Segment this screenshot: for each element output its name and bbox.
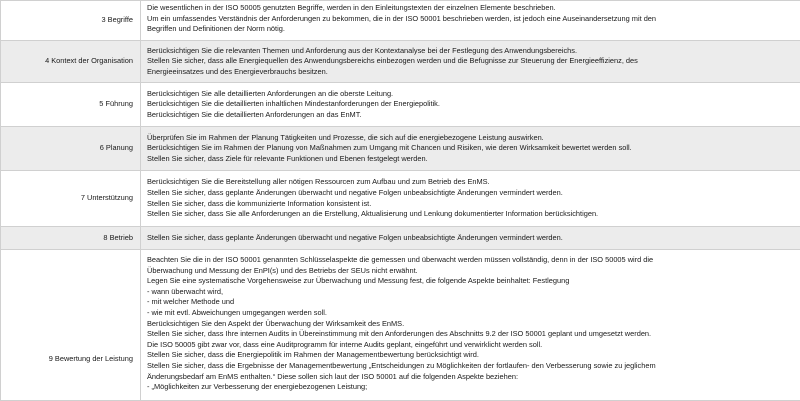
content-line: Um ein umfassendes Verständnis der Anforderungen zu bekommen, die in der ISO 50001 beschrieben werden, ist jedoch eine Auseinandersetzung mit den xyxy=(147,14,794,25)
content-line: Stellen Sie sicher, dass alle Energiequellen des Anwendungsbereichs einbezogen werden und die Befugnisse zur Steuerung der Energieeffizienz, des xyxy=(147,56,794,67)
content-line: Stellen Sie sicher, dass Ziele für relevante Funktionen und Ebenen festgelegt werden. xyxy=(147,154,794,165)
content-line: Änderungsbedarf am EnMS enthalten.“ Diese sollen sich laut der ISO 50001 auf die folgenden Aspekte beziehen: xyxy=(147,372,794,383)
row-content xyxy=(141,1,800,41)
content-line: - mit welcher Methode und xyxy=(147,297,794,308)
content-line: Stellen Sie sicher, dass die Ergebnisse der Managementbewertung „Entscheidungen zu Möglichkeiten der fortlaufen- den Verbesserung sowie zu jeglichem xyxy=(147,361,794,372)
content-line: Stellen Sie sicher, dass Ihre internen Audits in Übereinstimmung mit den Anforderungen des Abschnitts 9.2 der ISO 50001 geplant und umgesetzt werden. xyxy=(147,329,794,340)
row-content xyxy=(141,127,800,171)
table-row xyxy=(1,171,800,227)
row-label: 5 Führung xyxy=(1,83,141,127)
row-content xyxy=(141,83,800,127)
content-line: Berücksichtigen Sie die detaillierten inhaltlichen Mindestanforderungen der Energiepolitik. xyxy=(147,99,794,110)
content-line: Berücksichtigen Sie im Rahmen der Planung von Maßnahmen zum Umgang mit Chancen und Risiken, wie deren Wirksamkeit bewertet werden soll. xyxy=(147,143,794,154)
table-row xyxy=(1,41,800,83)
content-line: Berücksichtigen Sie die detaillierten Anforderungen an das EnMT. xyxy=(147,110,794,121)
content-line: Stellen Sie sicher, dass Sie alle Anforderungen an die Erstellung, Aktualisierung und Lenkung dokumentierter Information berücksichtigen. xyxy=(147,209,794,220)
content-line: Berücksichtigen Sie alle detaillierten Anforderungen an die oberste Leitung. xyxy=(147,89,794,100)
row-label: 8 Betrieb xyxy=(1,227,141,250)
content-line: Berücksichtigen Sie die Bereitstellung aller nötigen Ressourcen zum Aufbau und zum Betrieb des EnMS. xyxy=(147,177,794,188)
content-line: Beachten Sie die in der ISO 50001 genannten Schlüsselaspekte die gemessen und überwacht werden müssen vollständig, denn in der ISO 50005 wird die xyxy=(147,255,794,266)
row-label: 4 Kontext der Organisation xyxy=(1,41,141,83)
content-line: Berücksichtigen Sie den Aspekt der Überwachung der Wirksamkeit des EnMS. xyxy=(147,319,794,330)
row-label: 6 Planung xyxy=(1,127,141,171)
content-line: Stellen Sie sicher, dass geplante Änderungen überwacht und negative Folgen unbeabsichtigte Änderungen vermindert werden. xyxy=(147,233,794,244)
content-line: Überwachung und Messung der EnPI(s) und des Betriebs der SEUs nicht erwähnt. xyxy=(147,266,794,277)
content-line: - „Möglichkeiten zur Verbesserung der energiebezogenen Leistung; xyxy=(147,382,794,393)
row-label: 7 Unterstützung xyxy=(1,171,141,227)
content-line: Überprüfen Sie im Rahmen der Planung Tätigkeiten und Prozesse, die sich auf die energiebezogene Leistung auswirken. xyxy=(147,133,794,144)
row-content xyxy=(141,41,800,83)
content-line: - wie mit evtl. Abweichungen umgegangen werden soll. xyxy=(147,308,794,319)
content-line: Stellen Sie sicher, dass geplante Änderungen überwacht und negative Folgen unbeabsichtigte Änderungen vermindert werden. xyxy=(147,188,794,199)
table-row xyxy=(1,127,800,171)
row-content xyxy=(141,250,800,401)
row-label: 3 Begriffe xyxy=(1,1,141,41)
row-content xyxy=(141,171,800,227)
content-line: Die ISO 50005 gibt zwar vor, dass eine Auditprogramm für interne Audits geplant, eingeführt und verwirklicht werden soll. xyxy=(147,340,794,351)
content-line: Stellen Sie sicher, dass die kommunizierte Information konsistent ist. xyxy=(147,199,794,210)
content-line: Stellen Sie sicher, dass die Energiepolitik im Rahmen der Managementbewertung berücksichtigt wird. xyxy=(147,350,794,361)
table-row xyxy=(1,1,800,41)
content-line: Begriffen und Definitionen der Norm nötig. xyxy=(147,24,794,35)
row-content xyxy=(141,227,800,250)
table-row xyxy=(1,227,800,250)
table-row xyxy=(1,250,800,401)
content-line: Berücksichtigen Sie die relevanten Themen und Anforderung aus der Kontextanalyse bei der Festlegung des Anwendungsbereichs. xyxy=(147,46,794,57)
table-row xyxy=(1,83,800,127)
content-line: Energieeinsatzes und des Energieverbrauchs besitzen. xyxy=(147,67,794,78)
content-line: Die wesentlichen in der ISO 50005 genutzten Begriffe, werden in den Einleitungstexten der einzelnen Elemente beschrieben. xyxy=(147,3,794,14)
content-line: - wann überwacht wird, xyxy=(147,287,794,298)
row-label: 9 Bewertung der Leistung xyxy=(1,250,141,401)
content-line: Legen Sie eine systematische Vorgehensweise zur Überwachung und Messung fest, die folgende Aspekte beinhaltet: Festlegung xyxy=(147,276,794,287)
